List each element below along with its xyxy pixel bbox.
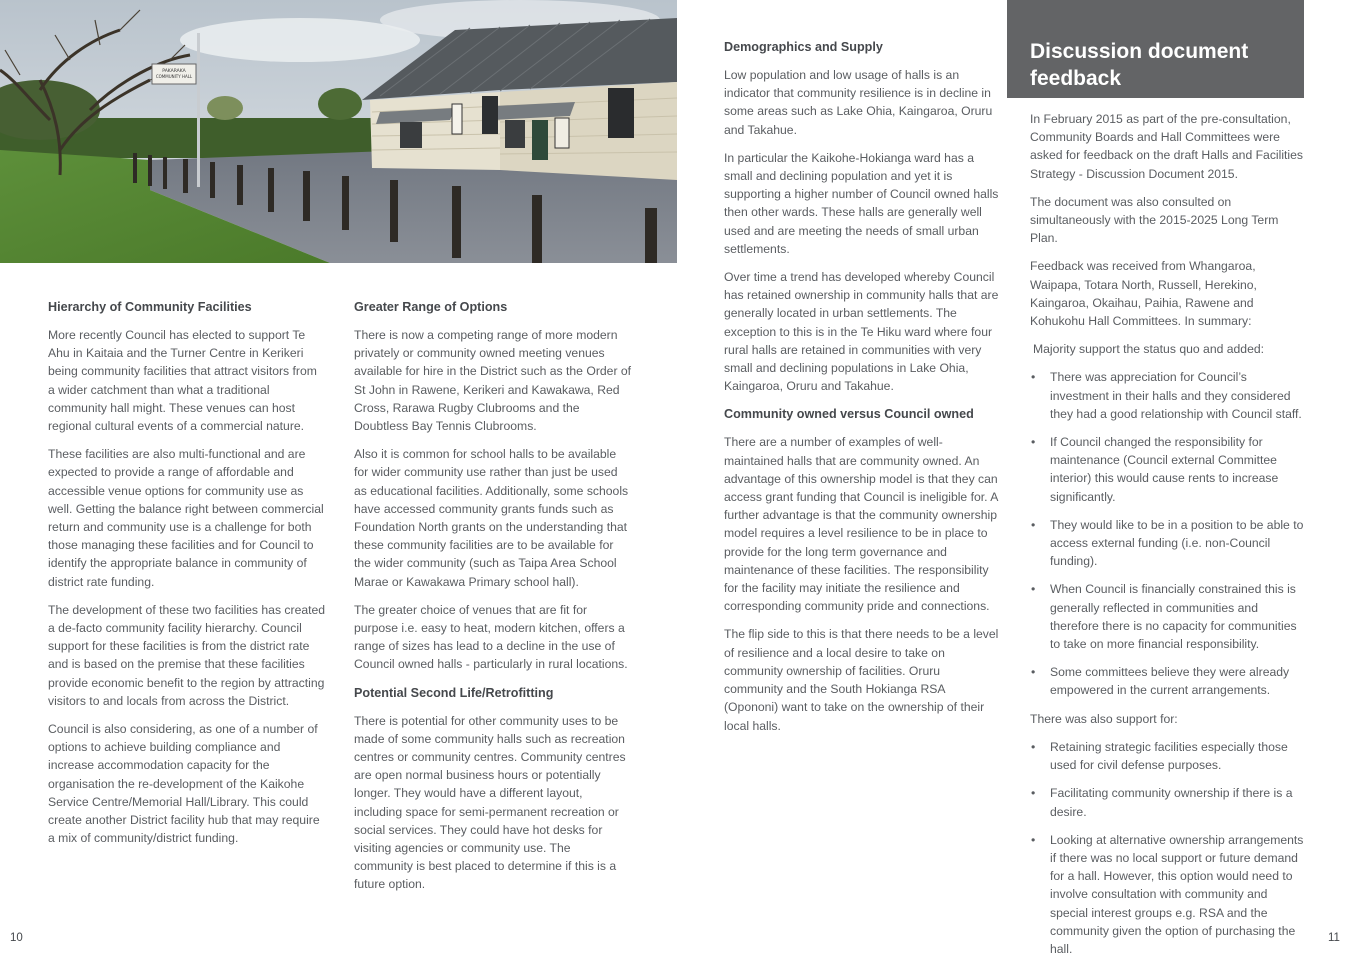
column-demographics	[724, 38, 1002, 745]
section-heading: Hierarchy of Community Facilities	[48, 300, 252, 314]
support-list	[1030, 738, 1308, 955]
paragraph: The flip side to this is that there needs to be a level of resilience and a local desire to take on community ownership of facilities. Oruru community and the South Hokianga RSA (Opononi) want to take on the ownership of their local halls.	[724, 627, 999, 733]
paragraph: There is potential for other community uses to be made of some community halls such as recreation centres or community centres. Community centres are open normal business hours or potentially longer. They would have a different layout, including space for semi-permanent recreation or social services. They could have hot desks for visiting agencies or community use. The community is best placed to determine if this is a future option.	[354, 713, 626, 892]
sign-text-1: PAKARAKA	[162, 69, 186, 74]
paragraph: More recently Council has elected to support Te Ahu in Kaitaia and the Turner Centre in Kerikeri being community facilities that attract visitors from a wider catchment than what a traditional community hall might. These venues can host regional cultural events of a commercial nature.	[48, 328, 317, 434]
column-feedback	[1030, 110, 1308, 955]
page-number-left: 10	[10, 932, 23, 944]
paragraph: Also it is common for school halls to be available for wider community use rather than just be used as educational facilities. Additionally, some schools have accessed community grants funds such as Foundation North grants on the understanding that these community facilities are to be available for the wider community (such as Taipa Area School Marae or Kawakawa Primary school hall).	[354, 447, 629, 589]
list-item: • Retaining strategic facilities especially those used for civil defense purposes.	[1030, 738, 1308, 774]
section-heading: Community owned versus Council owned	[724, 407, 974, 422]
paragraph: In February 2015 as part of the pre-consultation, Community Boards and Hall Committees were asked for feedback on the draft Halls and Facilities Strategy - Discussion Document 2015.	[1030, 112, 1304, 181]
banner-title: Discussion document feedback	[1030, 40, 1249, 90]
column-options	[354, 298, 632, 904]
paragraph: In particular the Kaikohe-Hokianga ward has a small and declining population and yet it is supporting a higher number of Council owned halls then other wards. These halls are generally well used and are meeting the needs of small urban settlements.	[724, 150, 999, 256]
sign-text-2: COMMUNITY HALL	[155, 74, 193, 79]
list-item: • Facilitating community ownership if there is a desire.	[1030, 784, 1308, 820]
support-intro: There was also support for:	[1030, 711, 1178, 726]
paragraph: The development of these two facilities has created a de-facto community facility hierarchy. Council support for these facilities is from the district rate and is based on the premise that these facilities provide economic benefit to the region by attracting visitors to and locals from across the District.	[48, 602, 326, 708]
paragraph: Council is also considering, as one of a number of options to achieve building compliance and increase accommodation capacity for the organisation the re-development of the Kaikohe Service Centre/Memorial Hall/Library. This could create another District facility hub that may require a mix of community/district funding.	[48, 722, 320, 846]
feedback-banner	[1007, 0, 1304, 98]
paragraph: Over time a trend has developed whereby Council has retained ownership in community halls that are generally located in urban settlements. The exception to this is in the Te Hiku ward where four rural halls are retained in communities with very small and declining populations in Lake Ohia, Kaingaroa, Oruru and Takahue.	[724, 270, 999, 394]
section-heading: Demographics and Supply	[724, 40, 883, 54]
paragraph: There are a number of examples of well-maintained halls that are community owned. An advantage of this ownership model is that they can access grant funding that Council is ineligible for. A further advantage is that the community ownership model requires a level resilience to be in place to provide for the long term governance and maintenance of these facilities. The responsibility for the facility may initiate the resilience and corresponding community pride and connections.	[724, 435, 998, 614]
list-item: • There was appreciation for Council’s investment in their halls and they considered they had a good relationship with Council staff.	[1030, 368, 1308, 423]
list-item: • Some committees believe they were already empowered in the current arrangements.	[1030, 663, 1308, 699]
list-item: • Looking at alternative ownership arrangements if there was no local support or future demand for a hall. However, this option would need to involve consultation with community and special interest groups e.g. RSA and the community given the option of purchasing the hall.	[1030, 831, 1308, 955]
paragraph: There is now a competing range of more modern privately or community owned meeting venues available for hire in the District such as the Order of St John in Rawene, Kerikeri and Kawakawa, Red Cross, Rarawa Rugby Clubrooms and the Doubtless Bay Tennis Clubrooms.	[354, 328, 632, 434]
list-item: • They would like to be in a position to be able to access external funding (i.e. non-Council funding).	[1030, 516, 1308, 571]
page-number-right: 11	[1328, 932, 1340, 944]
list-item: • When Council is financially constrained this is generally reflected in communities and therefore there is no capacity for communities to take on more financial responsibility.	[1030, 580, 1308, 653]
paragraph: These facilities are also multi-functional and are expected to provide a range of affordable and accessible venue options for community use as well. Getting the balance right between commercial return and community use is a challenge for both those managing these facilities and for Council to identify the appropriate balance in community of district rate funding.	[48, 447, 324, 589]
section-heading: Potential Second Life/Retrofitting	[354, 685, 554, 700]
paragraph: The document was also consulted on simultaneously with the 2015-2025 Long Term Plan.	[1030, 194, 1279, 246]
section-heading: Greater Range of Options	[354, 300, 508, 314]
paragraph: Low population and low usage of halls is an indicator that community resilience is in decline in some areas such as Lake Ohia, Kaingaroa, Oruru and Takahue.	[724, 68, 993, 137]
column-hierarchy	[48, 298, 326, 857]
list-item: • If Council changed the responsibility for maintenance (Council external Committee interior) this would cause rents to increase significantly.	[1030, 433, 1308, 506]
hall-photo	[0, 0, 677, 263]
paragraph: The greater choice of venues that are fit for purpose i.e. easy to heat, modern kitchen, offers a range of sizes has lead to a decline in the use of Council owned halls - particularly in rural locations.	[354, 602, 628, 672]
majority-list	[1030, 368, 1308, 699]
paragraph: Feedback was received from Whangaroa, Waipapa, Totara North, Russell, Herekino, Kaingaroa, Okaihau, Paihia, Rawene and Kohukohu Hall Committees. In summary:	[1030, 259, 1257, 329]
majority-intro: Majority support the status quo and added:	[1033, 342, 1265, 357]
